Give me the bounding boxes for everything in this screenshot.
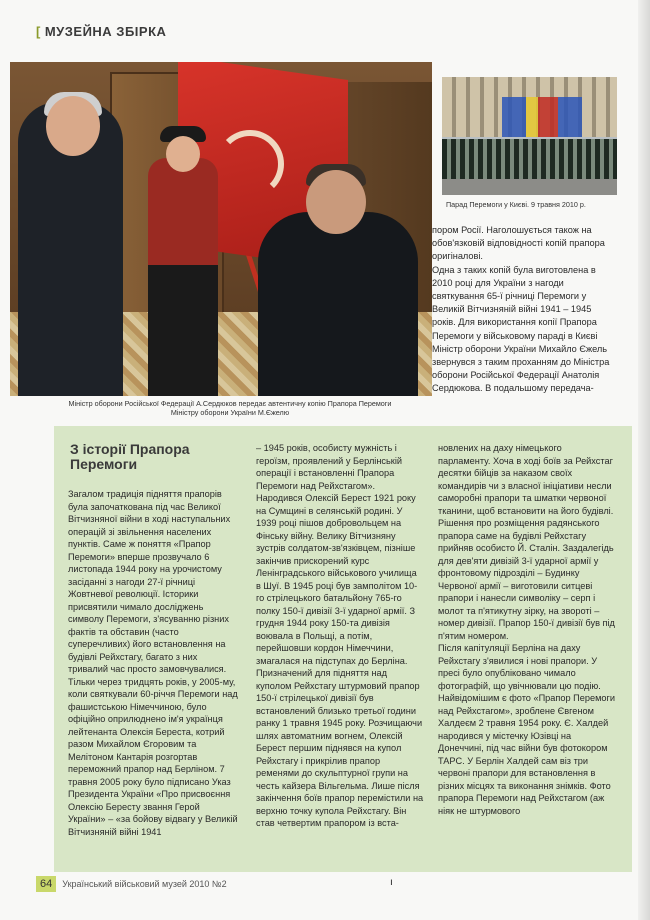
paragraph: Одна з таких копій була виготовлена в 2010 році для України з нагоди святкування 65-ї річниці Перемоги у Великій Вітчизняній війні 1941 – 1945 років. Для використання копії Прапора Перемоги у військовому параді в Києві Міністр оборони України Михайло Єжель звернувся з таким проханням до Міністра оборони Російської Федерації Анатолія Сердюкова. В подальшому передача- (432, 264, 610, 394)
parade-photo (442, 77, 617, 195)
history-column-1 (68, 488, 238, 838)
side-column-text (432, 224, 612, 396)
paragraph: Народився Олексій Берест 1921 року на Сумщині в селянській родині. У 1939 році пішов добровольцем на Фінську війну. Велику Вітчизняну зустрів солдатом-зв'язківцем, пізніше закінчив прискорений курс Ленінградського військового училища в Шуї. В 1945 році був замполітом 10-го стрілецького батальйону 765-го полку 150-ї дивізії 3-ї ударної армії. З грудня 1944 року 150-та дивізія воювала в Польщі, а потім, перейшовши кордон Німеччини, змагалася на підступах до Берліна. (256, 493, 418, 666)
paragraph: Тільки через тридцять років, у 2005-му, коли святкували 60-річчя Перемоги над фашистською Німеччиною, було офіційно оприлюднено ім'я українця лейтенанта Олексія Береста, котрий разом Михайлом Єгоровим та Мелітоном Кантарія розгортав переможний прапор над Берліном. 7 травня 2005 року було підписано Указ Президента України «Про присвоєння Олексію Бересту звання Герой України» – «за бойову відвагу у Великій Вітчизняній війні 1941 (68, 676, 238, 837)
page-marker: ı (390, 877, 393, 888)
header-bracket: [ (36, 24, 41, 39)
main-photo (10, 62, 432, 396)
paragraph: новлених на даху німецького парламенту. Хоча в ході боїв за Рейхстаг десятки бійців за наказом своїх командирів чи з власної ініціативи несли саморобні прапори та шматки червоної тканини, щоб встановити на його будівлі. (438, 443, 614, 516)
magazine-title: Український військовий музей 2010 №2 (62, 879, 227, 889)
section-title: МУЗЕЙНА ЗБІРКА (44, 24, 167, 39)
page-footer (36, 876, 227, 892)
history-column-3 (438, 442, 616, 817)
page-spine-shadow (638, 0, 650, 920)
paragraph: Рішення про розміщення радянського прапора саме на будівлі Рейхстагу прийняв особисто Й. Сталін. Заздалегідь для дев'яти дивізій 3-ї ударної армії у фронтовому підрозділі – Будинку Червоної армії – виготовили ситцеві прапори і нанесли символіку – серп і молот та п'ятикутну зірку, на звороті – номер дивізії. Прапор 150-ї дивізії був під п'ятим номером. (438, 518, 615, 641)
parade-photo-caption: Парад Перемоги у Києві. 9 травня 2010 р. (446, 200, 586, 209)
history-box-title: З історії Прапора Перемоги (70, 441, 190, 472)
paragraph: Призначений для підняття над куполом Рейхстагу штурмовий прапор 150-ї стрілецької дивізії був встановлений близько третьої години ранку 1 травня 1945 року. Розчищаючи шлях автоматним вогнем, Олексій Берест першим піднявся на купол Рейхстагу і прикрілив прапор ременями до скульптурної групи на честь кайзера Вільгельма. Лише після закінчення боїв прапор перемістили на верхню точку купола Рейхстагу. Він став четвертим прапором із вста- (256, 668, 424, 828)
section-header (36, 24, 166, 39)
page-number: 64 (36, 876, 56, 892)
paragraph: пором Росії. Наголошується також на обов'язковій відповідності копій прапора оригіналові. (432, 225, 605, 262)
history-column-2 (256, 442, 424, 830)
paragraph: Після капітуляції Берліна на даху Рейхстагу з'явилися і нові прапори. У пресі було опубліковано чимало фотографій, що увічнювали цю подію. Найвідомішим є фото «Прапор Перемоги над Рейхстагом», зроблене Євгеном Халдеєм 2 травня 1954 року. Є. Халдей народився у містечку Юзівці на Донеччині, під час війни був фотокором ТАРС. У Берлін Халдей сам віз три червоні прапори для встановлення в різних місцях та виконання знімків. Фото прапора Перемоги над Рейхстагом (аж ніяк не штурмового (438, 643, 615, 816)
paragraph: Загалом традиція підняття прапорів була започаткована під час Великої Вітчизняної війни в ході наступальних операцій зі звільнення населених пунктів. Саме ж поняття «Прапор Перемоги» вперше прозвучало 6 листопада 1944 року на урочистому засіданні з нагоди 27-ї річниці Жовтневої революції. Історики присвятили чимало досліджень символу Перемоги, з'ясуванню різних фактів та обставин (часто суперечливих) його встановлення на будівлі Рейхстагу, багато з них тривалий час просто замовчувалися. (68, 489, 231, 674)
main-photo-caption: Міністр оборони Російської Федерації А.Сердюков передає автентичну копію Прапора Перемоги Міністру оборони України М.Єжелю (68, 399, 392, 417)
paragraph: – 1945 років, особисту мужність і героїзм, проявлений у Берлінській операції і встановленні Прапора Перемоги над Рейхстагом». (256, 443, 402, 491)
